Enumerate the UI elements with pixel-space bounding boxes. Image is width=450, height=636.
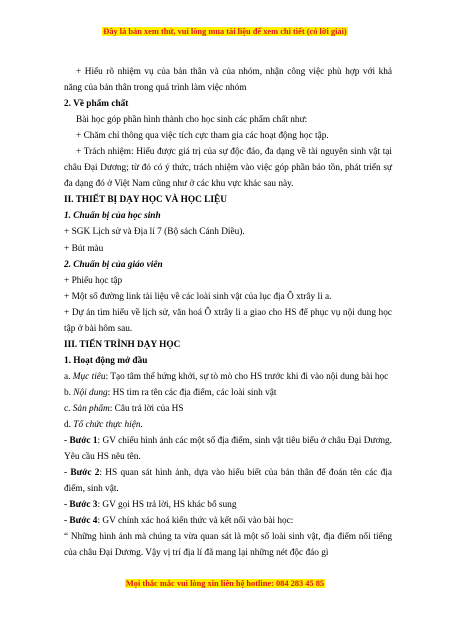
subsection-heading: 1. Hoạt động mở đầu [64, 355, 148, 366]
paragraph: - Bước 2: HS quan sát hình ảnh, dựa vào hiểu biết của bản thân để đoán tên các địa điểm, sinh vật. [64, 468, 392, 495]
paragraph: + Hiểu rõ nhiệm vụ của bản thân và của nhóm, nhận công việc phù hợp với khả năng của bản thân trong quá trình làm việc nhóm [64, 67, 392, 94]
paragraph: + Trách nhiệm: Hiểu được giá trị của sự độc đáo, đa dạng về tài nguyên sinh vật tại châu Đại Dương; từ đó có ý thức, trách nhiệm vào việc góp phần bảo tồn, phát triển sự đa dạng đó ở Việt Nam cũng như ở các khu vực khác sau này. [64, 147, 392, 190]
section-heading: 2. Về phẩm chất [64, 99, 129, 110]
paragraph: Bài học góp phần hình thành cho học sinh các phẩm chất như: [76, 115, 308, 126]
paragraph: + Dự án tìm hiểu về lịch sử, văn hoá Ô xtrây li a giao cho HS để phục vụ nội dung học tập ở bài hôm sau. [64, 307, 392, 334]
paragraph: + SGK Lịch sử và Địa lí 7 (Bộ sách Cánh Diều). [64, 227, 245, 238]
section-heading: III. TIẾN TRÌNH DẠY HỌC [64, 339, 181, 350]
paragraph: a. Mục tiêu: Tạo tâm thế hứng khởi, sự tò mò cho HS trước khi đi vào nội dung bài học [64, 371, 389, 382]
section-heading: II. THIẾT BỊ DẠY HỌC VÀ HỌC LIỆU [64, 195, 227, 206]
document-body [64, 64, 392, 561]
preview-header-banner: Đây là bản xem thử, vui lòng mua tài liệu để xem chi tiết (có lời giải) [103, 27, 347, 36]
subsection-heading: 1. Chuẩn bị của học sinh [64, 211, 161, 222]
paragraph: d. Tổ chức thực hiện. [64, 420, 143, 431]
paragraph: - Bước 4: GV chính xác hoá kiến thức và kết nối vào bài học: [64, 516, 294, 527]
paragraph: + Chăm chỉ thông qua việc tích cực tham gia các hoạt động học tập. [76, 131, 329, 142]
paragraph: + Phiếu học tập [64, 275, 123, 286]
hotline-footer-banner: Mọi thắc mắc vui lòng xin liên hệ hotline: 084 283 45 85 [125, 579, 325, 588]
paragraph: - Bước 3: GV gọi HS trả lời, HS khác bổ sung [64, 500, 237, 511]
paragraph: + Bút màu [64, 243, 104, 254]
subsection-heading: 2. Chuẩn bị của giáo viên [64, 259, 163, 270]
paragraph: - Bước 1: GV chiếu hình ảnh các một số địa điểm, sinh vật tiêu biểu ở châu Đại Dương. Yêu cầu HS nêu tên. [64, 436, 392, 463]
paragraph: b. Nội dung: HS tìm ra tên các địa điểm, các loài sinh vật [64, 387, 277, 398]
paragraph: “ Những hình ảnh mà chúng ta vừa quan sát là một số loài sinh vật, địa điểm nổi tiếng của châu Đại Dương. Vậy vị trí địa lí đã mang lại những nét độc đáo gì [64, 532, 392, 559]
paragraph: + Một số đường link tài liệu về các loài sinh vật của lục địa Ô xtrây li a. [64, 291, 332, 302]
paragraph: c. Sản phẩm: Câu trả lời của HS [64, 403, 184, 414]
